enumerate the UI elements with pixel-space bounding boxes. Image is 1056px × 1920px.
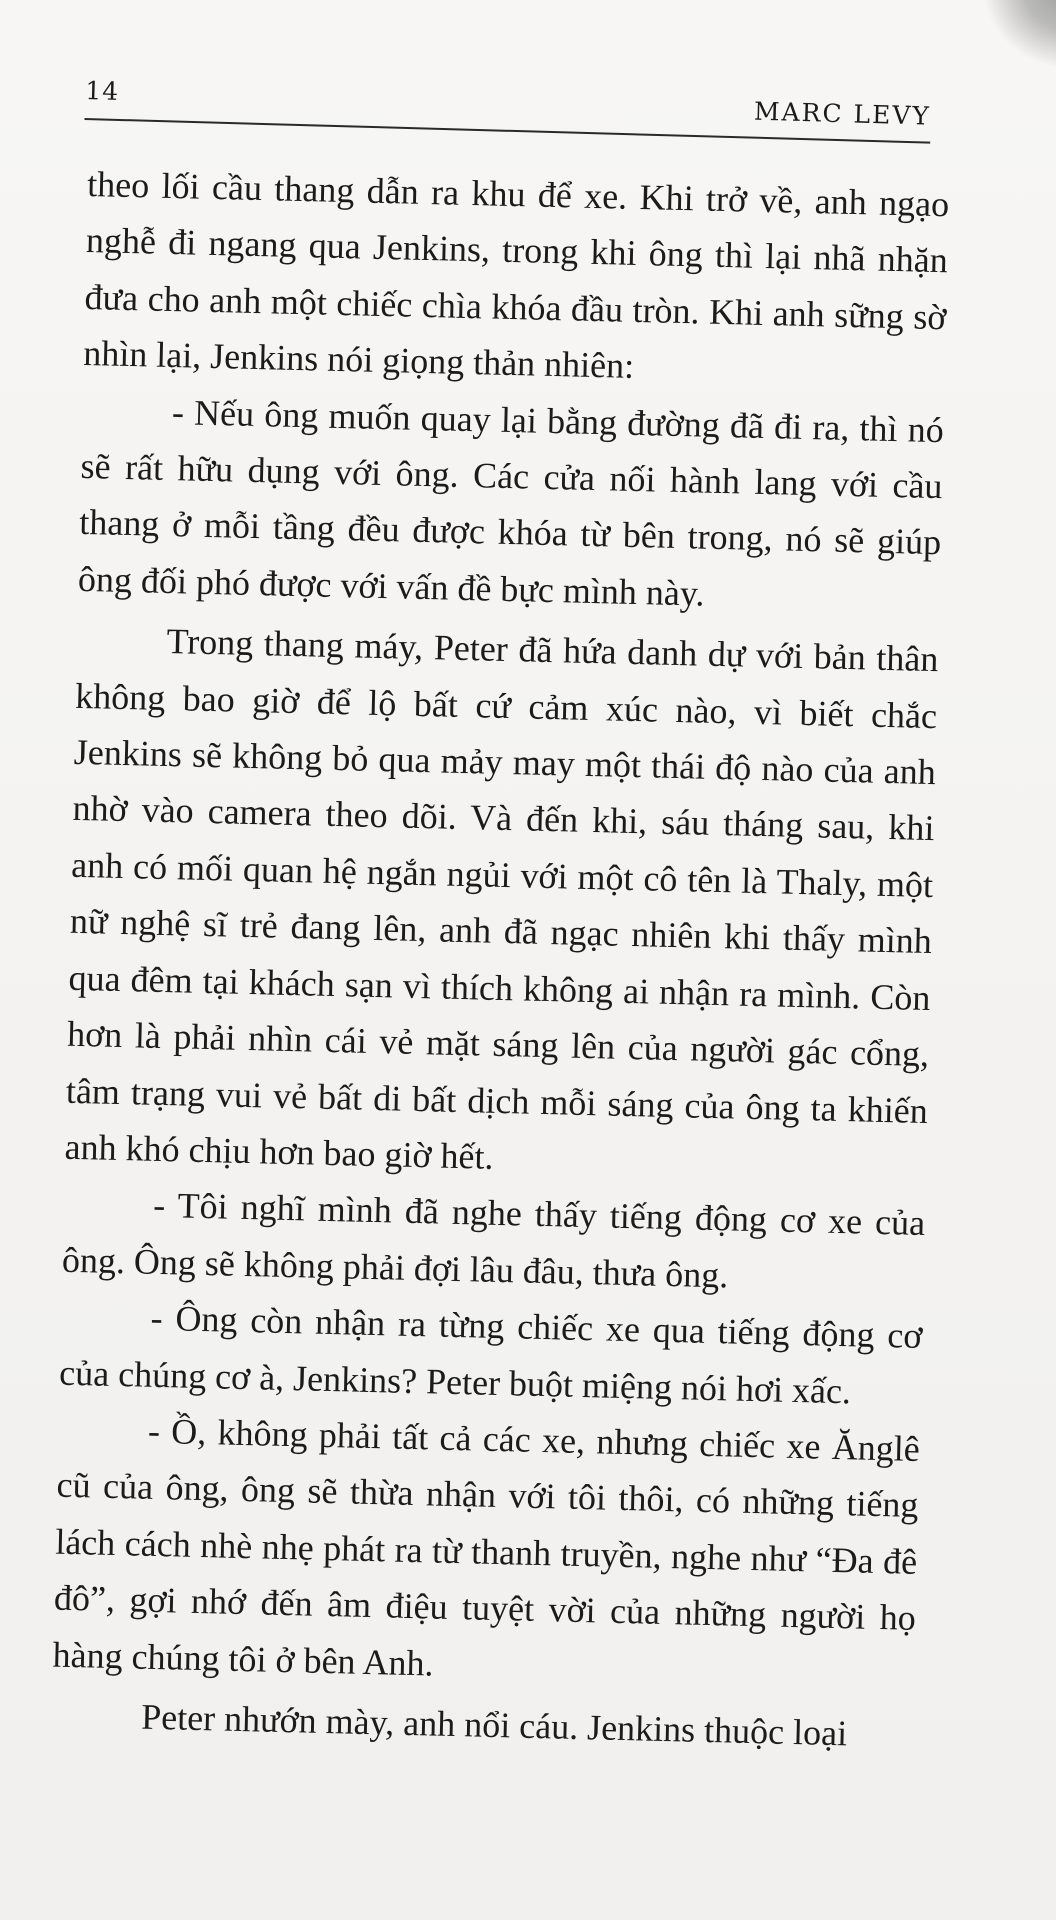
- paragraph: - Ồ, không phải tất cả các xe, nhưng chiếc xe Ănglê cũ của ông, ông sẽ thừa nhận với tôi thôi, có những tiếng lách cách nhè nhẹ phát ra từ thanh truyền, nghe như “Đa đê đô”, gợi nhớ đến âm điệu tuyệt vời của những người họ hàng chúng tôi ở bên Anh.: [52, 1410, 921, 1684]
- page-corner-shadow: [962, 0, 1056, 76]
- paragraph: theo lối cầu thang dẫn ra khu để xe. Khi trở về, anh ngạo nghễ đi ngang qua Jenkins, trong khi ông thì lại nhã nhặn đưa cho anh một chiếc chìa khóa đầu tròn. Khi anh sững sờ nhìn lại, Jenkins nói giọng thản nhiên:: [82, 163, 950, 387]
- paragraph: Trong thang máy, Peter đã hứa danh dự với bản thân không bao giờ để lộ bất cứ cảm xúc nào, vì biết chắc Jenkins sẽ không bỏ qua mảy may một thái độ nào của anh nhờ vào camera theo dõi. Và đến khi, sáu tháng sau, khi anh có mối quan hệ ngắn ngủi với một cô tên là Thaly, một nữ nghệ sĩ trẻ đang lên, anh đã ngạc nhiên khi thấy mình qua đêm tại khách sạn vì thích không ai nhận ra mình. Còn hơn là phải nhìn cái vẻ mặt sáng lên của người gác cổng, tâm trạng vui vẻ bất di bất dịch mỗi sáng của ông ta khiến anh khó chịu hơn bao giờ hết.: [64, 621, 939, 1177]
- page-number: 14: [84, 75, 120, 106]
- paragraph: Peter nhướn mày, anh nổi cáu. Jenkins thuộc loại: [140, 1696, 848, 1754]
- paragraph: - Ông còn nhận ra từng chiếc xe qua tiếng động cơ của chúng cơ à, Jenkins? Peter buột miệng nói hơi xấc.: [58, 1297, 923, 1411]
- running-header: [84, 66, 932, 160]
- running-header-author: MARC LEVY: [753, 96, 932, 131]
- paragraph: - Nếu ông muốn quay lại bằng đường đã đi ra, thì nó sẽ rất hữu dụng với ông. Các cửa nối hành lang với cầu thang ở mỗi tầng đều được khóa từ bên trong, nó sẽ giúp ông đối phó được với vấn đề bực mình này.: [77, 391, 945, 614]
- paragraph: - Tôi nghĩ mình đã nghe thấy tiếng động cơ xe của ông. Ông sẽ không phải đợi lâu đâu, thưa ông.: [61, 1185, 926, 1296]
- body-text: [51, 156, 950, 1763]
